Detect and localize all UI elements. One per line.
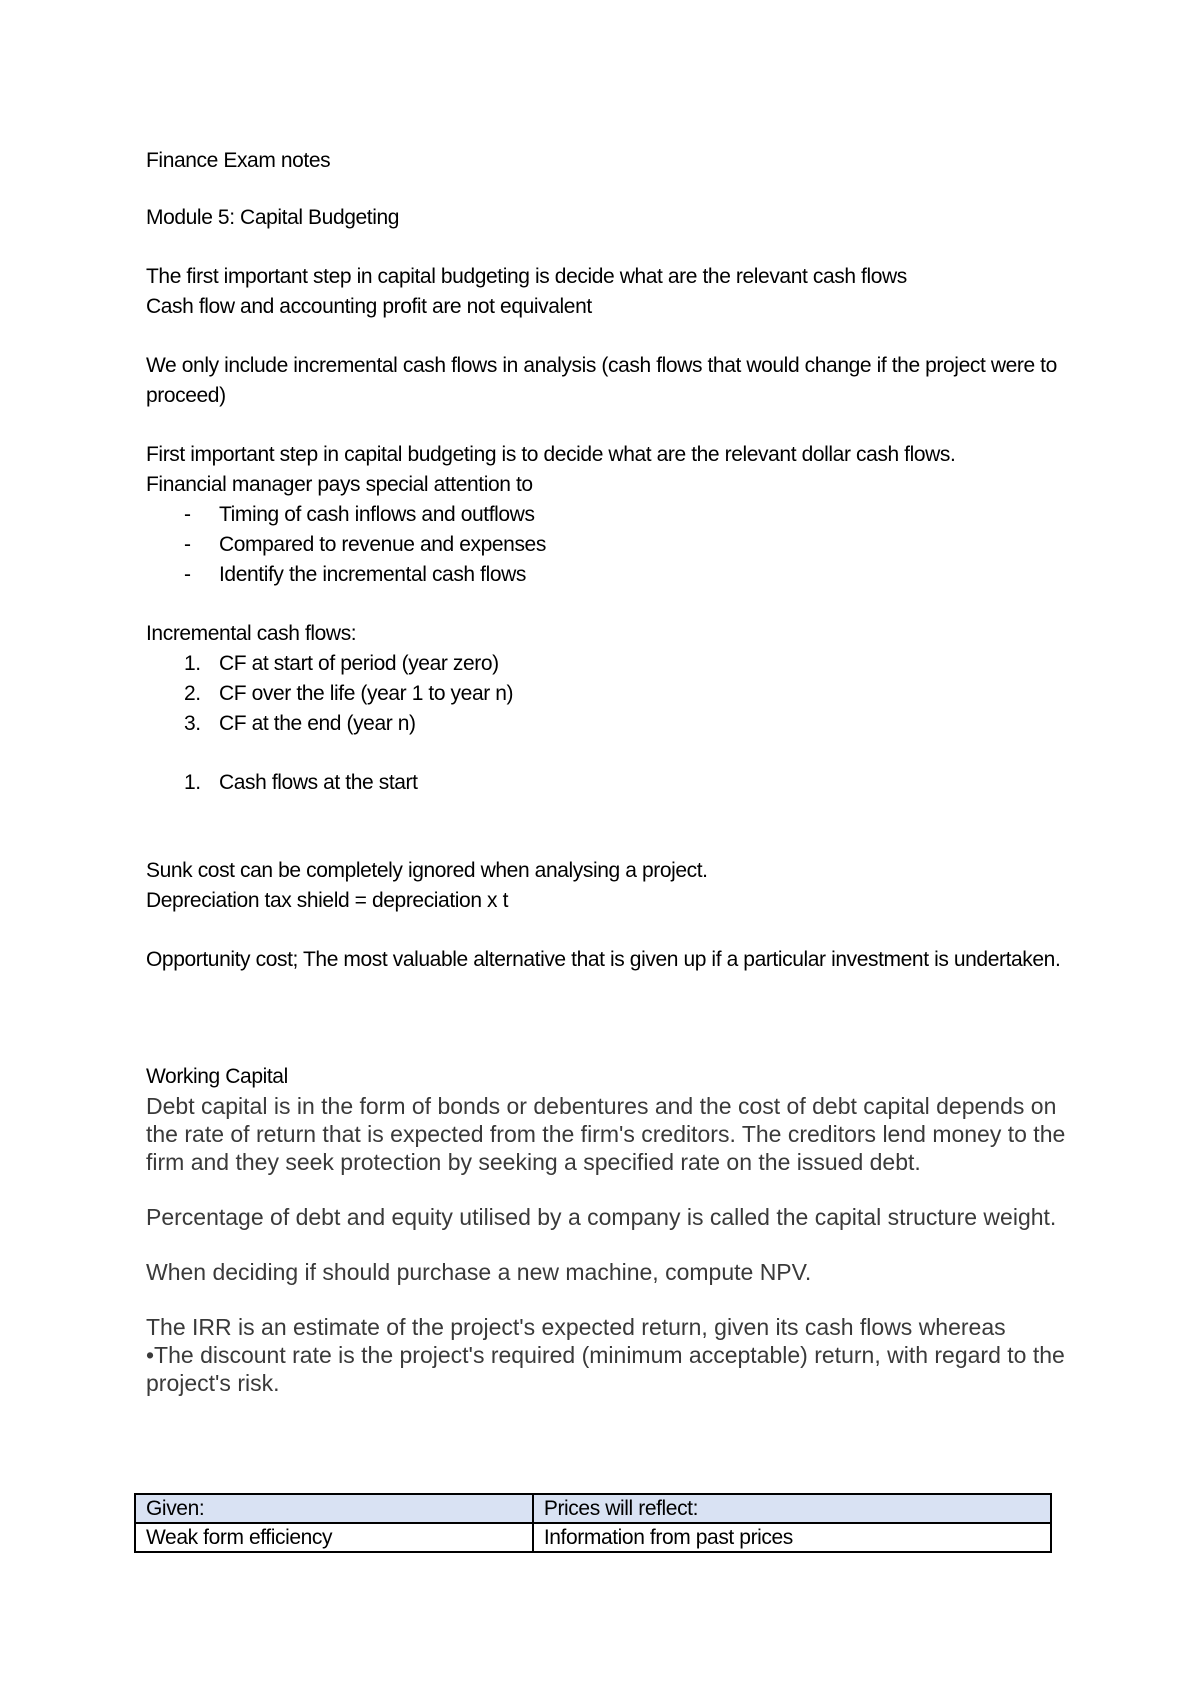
list-item: - Compared to revenue and expenses <box>146 530 1076 560</box>
document-title: Finance Exam notes <box>146 149 331 172</box>
table-header-given: Given: <box>135 1494 533 1523</box>
paragraph-first-step: The first important step in capital budgeting is decide what are the relevant cash flows <box>146 265 907 288</box>
depreciation-note: Depreciation tax shield = depreciation x t <box>146 889 509 912</box>
discount-rate-paragraph: •The discount rate is the project's required (minimum acceptable) return, with regard to the project's risk. <box>146 1342 1065 1396</box>
number-marker: 2. <box>184 682 201 705</box>
paragraph-dollar-cash-flows: First important step in capital budgeting is to decide what are the relevant dollar cash flows. <box>146 443 956 466</box>
irr-paragraph: The IRR is an estimate of the project's expected return, given its cash flows whereas <box>146 1314 1006 1340</box>
number-marker: 1. <box>184 652 201 675</box>
module-heading: Module 5: Capital Budgeting <box>146 206 400 229</box>
dash-marker: - <box>184 503 191 526</box>
table-cell: Weak form efficiency <box>135 1523 533 1552</box>
list-item: 1. CF at start of period (year zero) <box>146 649 1076 679</box>
number-marker: 3. <box>184 712 201 735</box>
dash-marker: - <box>184 533 191 556</box>
attention-list <box>146 500 1076 590</box>
incremental-list <box>146 649 1076 739</box>
start-list <box>146 768 1076 798</box>
number-marker: 1. <box>184 771 201 794</box>
table-cell: Information from past prices <box>533 1523 1051 1552</box>
document-body <box>146 146 1076 1397</box>
list-item: 2. CF over the life (year 1 to year n) <box>146 679 1076 709</box>
opportunity-cost-note: Opportunity cost; The most valuable alternative that is given up if a particular investment is undertaken. <box>146 948 1061 971</box>
efficiency-table <box>134 1493 1052 1553</box>
paragraph-incremental: We only include incremental cash flows in analysis (cash flows that would change if the project were to proceed) <box>146 354 1057 407</box>
debt-capital-paragraph: Debt capital is in the form of bonds or debentures and the cost of debt capital depends on the rate of return that is expected from the firm's creditors. The creditors lend money to the firm and they seek protection by seeking a specified rate on the issued debt. <box>146 1093 1066 1175</box>
paragraph-not-equivalent: Cash flow and accounting profit are not equivalent <box>146 295 592 318</box>
incremental-heading: Incremental cash flows: <box>146 622 357 645</box>
working-capital-heading: Working Capital <box>146 1065 288 1088</box>
capital-structure-paragraph: Percentage of debt and equity utilised by a company is called the capital structure weight. <box>146 1204 1057 1230</box>
npv-paragraph: When deciding if should purchase a new machine, compute NPV. <box>146 1259 812 1285</box>
table-header-row <box>135 1494 1051 1523</box>
table-row <box>135 1523 1051 1552</box>
dash-marker: - <box>184 563 191 586</box>
paragraph-financial-manager: Financial manager pays special attention to <box>146 473 533 496</box>
list-item: 3. CF at the end (year n) <box>146 709 1076 739</box>
list-item: 1. Cash flows at the start <box>146 768 1076 798</box>
list-item: - Timing of cash inflows and outflows <box>146 500 1076 530</box>
sunk-cost-note: Sunk cost can be completely ignored when analysing a project. <box>146 859 708 882</box>
list-item: - Identify the incremental cash flows <box>146 560 1076 590</box>
table-header-prices: Prices will reflect: <box>533 1494 1051 1523</box>
